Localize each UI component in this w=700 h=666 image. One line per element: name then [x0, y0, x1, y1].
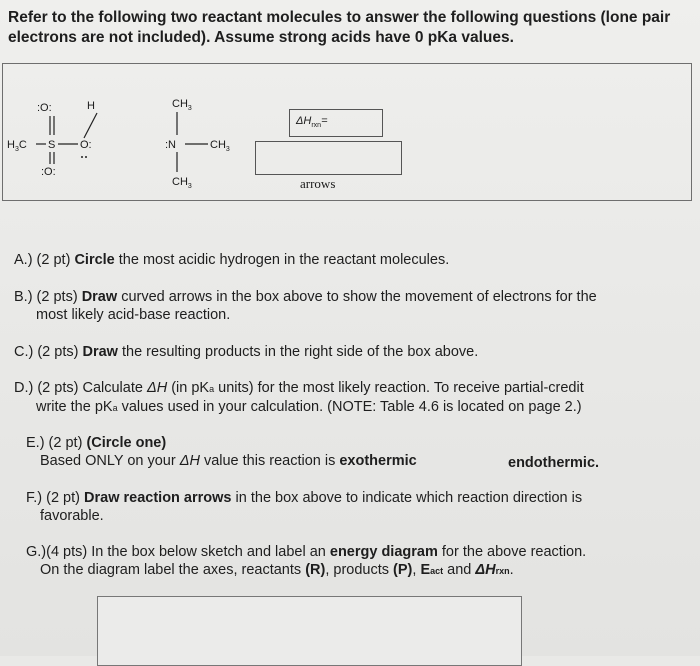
- question-f: F.) (2 pt) Draw reaction arrows in the box above to indicate which reaction direction is favorable.: [26, 490, 583, 524]
- delta-h-label: $\Delta H_{rxn}=$: [296, 115, 328, 130]
- m1-h: H: [87, 100, 95, 112]
- m1-o-top: :O:: [37, 102, 52, 114]
- question-b: B.) (2 pts) Draw curved arrows in the box above to show the movement of electrons for the most likely acid-base reaction.: [14, 289, 597, 323]
- arrows-answer-box[interactable]: [255, 141, 402, 175]
- m2-ch3-right: $CH_3$: [210, 139, 230, 153]
- question-e: E.) (2 pt) (Circle one) Based ONLY on your ΔH value this reaction is exothermic endothermic.: [26, 435, 600, 471]
- question-g: G.)(4 pts) In the box below sketch and label an energy diagram for the above reaction. On the diagram label the axes, reactants (R), products (P), Eact and ΔHrxn.: [26, 544, 587, 578]
- question-c: C.) (2 pts) Draw the resulting products in the right side of the box above.: [14, 344, 479, 360]
- m1-o-bottom: :O:: [41, 166, 56, 178]
- m2-ch3-bottom: $CH_3$: [172, 176, 192, 190]
- question-d: D.) (2 pts) Calculate ΔH (in pKa units) for the most likely reaction. To receive partial-credit write the pKa values used in your calculation. (NOTE: Table 4.6 is located on page 2.): [14, 380, 584, 415]
- intro-text: Refer to the following two reactant molecules to answer the following questions (lone pair electrons are not included). Assume strong acids have 0 pKa values.: [8, 9, 671, 46]
- m1-s: S: [48, 139, 56, 151]
- question-a: A.) (2 pt) Circle the most acidic hydrogen in the reactant molecules.: [14, 252, 450, 268]
- arrows-label: arrows: [300, 176, 336, 191]
- m1-h3c: $H_3C$: [7, 139, 27, 153]
- m1-o-right: O:: [80, 139, 92, 151]
- exothermic-option[interactable]: exothermic: [339, 453, 417, 469]
- endothermic-option[interactable]: endothermic.: [508, 455, 600, 471]
- m2-ch3-top: $CH_3$: [172, 98, 192, 112]
- m2-n: :N: [165, 139, 176, 151]
